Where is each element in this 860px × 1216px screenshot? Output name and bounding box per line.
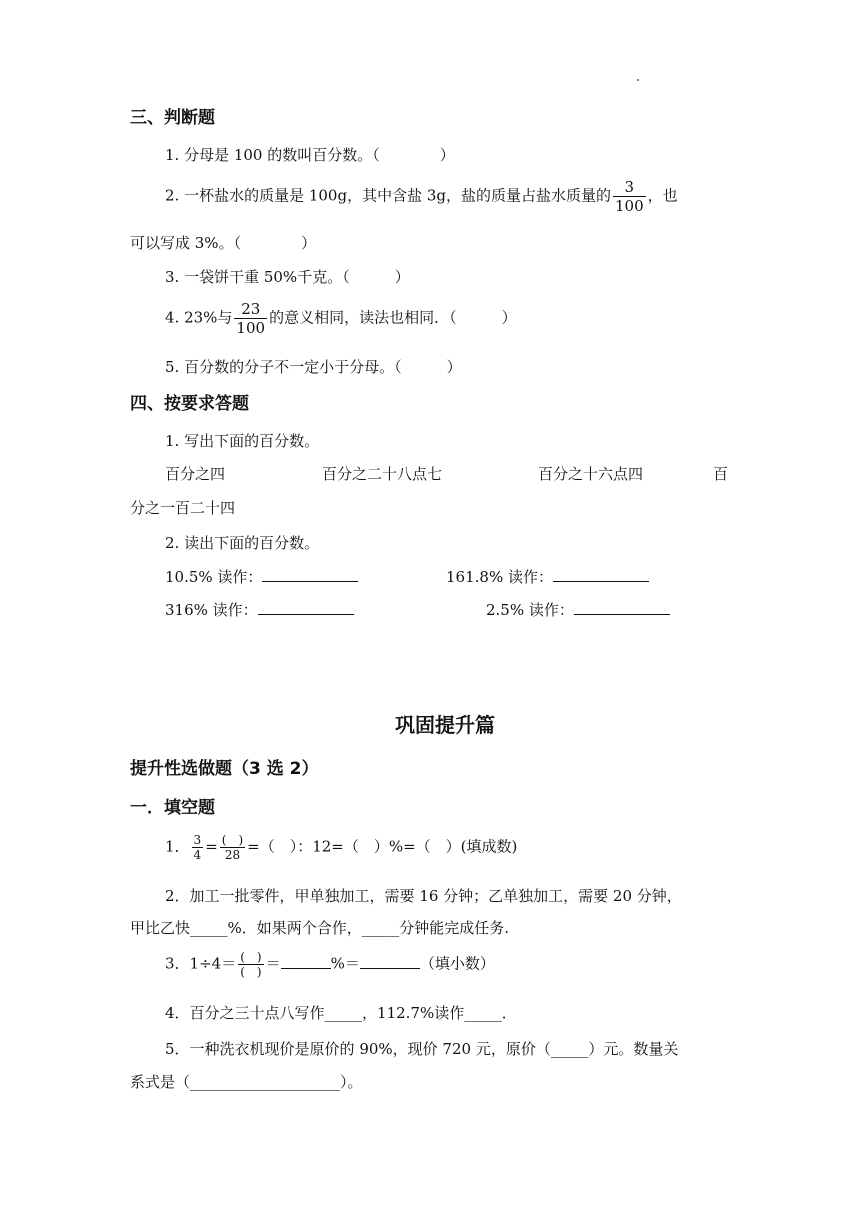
fill-q3: [165, 950, 495, 979]
fraction-3-4: [192, 833, 204, 862]
read-item-4-label: 2.5% 读作：: [486, 601, 574, 619]
write-item-2: 百分之二十八点七: [322, 465, 443, 483]
answer-blank[interactable]: [574, 600, 670, 615]
answer-blank[interactable]: [281, 954, 331, 969]
fraction-blank-28: [220, 833, 245, 862]
fraction-denominator: ( ): [240, 965, 262, 979]
write-item-4a: 百: [713, 465, 729, 483]
fill-q5-line1: 5．一种洗衣机现价是原价的 90%，现价 720 元，原价（_____）元。数量关: [165, 1040, 679, 1058]
write-item-4b: 分之一百二十四: [130, 499, 236, 517]
fraction-denominator: 100: [236, 319, 266, 337]
fill-q2-line2: 甲比乙快_____%．如果两个合作，_____分钟能完成任务.: [130, 919, 510, 937]
judge-q2-tail: ，也: [647, 186, 678, 205]
judge-q1: 1. 分母是 100 的数叫百分数。（ ）: [165, 146, 455, 164]
section4-heading: 四、按要求答题: [130, 394, 249, 414]
answer-q1: 1. 写出下面的百分数。: [165, 432, 320, 450]
percent-equals: %＝: [330, 954, 360, 973]
fill-q1-rest: =（ ）：12=（ ）%=（ ）(填成数): [247, 837, 518, 856]
fill-q1-no: 1．: [165, 837, 190, 856]
judge-q2-cont: 可以写成 3%。（ ）: [130, 234, 317, 252]
judge-q5: 5. 百分数的分子不一定小于分母。（ ）: [165, 358, 462, 376]
answer-blank[interactable]: [262, 567, 358, 582]
judge-q2-text: 2. 一杯盐水的质量是 100g，其中含盐 3g，盐的质量占盐水质量的: [165, 186, 611, 205]
read-item-4: [486, 600, 670, 620]
read-item-2-label: 161.8% 读作：: [446, 568, 553, 586]
fraction-numerator: ( ): [221, 833, 244, 847]
answer-q2: 2. 读出下面的百分数。: [165, 534, 320, 552]
fill-q3-text: 3．1÷4＝: [165, 954, 237, 973]
fill-q2-line1: 2．加工一批零件，甲单独加工，需要 16 分钟；乙单独加工，需要 20 分钟，: [165, 887, 682, 905]
scan-dot: [637, 79, 639, 81]
read-item-3-label: 316% 读作：: [165, 601, 258, 619]
section3-heading: 三、判断题: [130, 108, 215, 128]
fill-q3-note: （填小数）: [419, 954, 495, 973]
part2-title: 巩固提升篇: [395, 713, 495, 737]
judge-q4-tail: 的意义相同，读法也相同．（ ）: [269, 308, 517, 327]
fraction-numerator: ( ): [240, 950, 262, 964]
judge-q4-text: 4. 23%与: [165, 308, 233, 327]
read-item-1-label: 10.5% 读作：: [165, 568, 263, 586]
part2-subtitle: 提升性选做题（3 选 2）: [130, 759, 319, 779]
fraction-denominator: 4: [193, 848, 202, 862]
answer-blank[interactable]: [360, 954, 420, 969]
fraction-denominator: 100: [615, 197, 644, 215]
read-item-3: [165, 600, 354, 620]
fraction-denominator: 28: [224, 848, 241, 862]
judge-q2: [165, 178, 678, 215]
read-item-2: [446, 567, 649, 587]
fraction-3-100: [613, 178, 646, 215]
fraction-numerator: 3: [613, 178, 646, 197]
judge-q4: [165, 300, 517, 337]
write-item-1: 百分之四: [165, 465, 226, 483]
equals-sign: ＝: [265, 954, 281, 973]
fraction-blank-blank: [238, 950, 263, 979]
read-item-1: [165, 567, 358, 587]
fill-q5-line2: 系式是（____________________）。: [130, 1073, 363, 1091]
fill-q1: [165, 833, 517, 862]
fill-heading: 一．填空题: [130, 798, 215, 818]
fraction-23-100: [234, 300, 267, 337]
fill-q4: 4．百分之三十点八写作_____，112.7%读作_____．: [165, 1004, 517, 1022]
judge-q3: 3. 一袋饼干重 50%千克。（ ）: [165, 268, 410, 286]
equals-sign: =: [205, 837, 218, 856]
fraction-numerator: 23: [234, 300, 267, 319]
answer-blank[interactable]: [553, 567, 649, 582]
write-item-3: 百分之十六点四: [538, 465, 644, 483]
fraction-numerator: 3: [193, 833, 202, 847]
answer-blank[interactable]: [258, 600, 354, 615]
